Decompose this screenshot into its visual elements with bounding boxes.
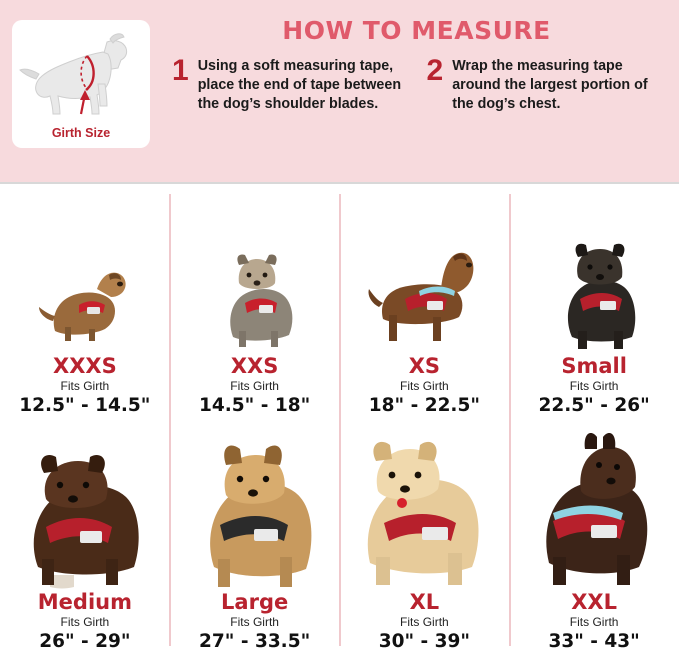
step-number: 2 xyxy=(426,54,444,87)
step-text: Using a soft measuring tape, place the end of tape between the dog’s shoulder blades. xyxy=(197,58,402,112)
girth-range: 18" - 22.5" xyxy=(368,395,480,416)
step-number: 1 xyxy=(172,54,189,87)
size-cell-large xyxy=(170,420,340,656)
measure-step-1 xyxy=(172,54,413,114)
girth-range: 14.5" - 18" xyxy=(199,395,311,416)
pug-photo xyxy=(509,184,679,355)
yorkshire-terrier-photo xyxy=(170,184,340,355)
step-text: Wrap the measuring tape around the largest portion of the dog’s chest. xyxy=(452,58,648,112)
girth-range: 33" - 43" xyxy=(548,631,640,652)
fits-girth-label: Fits Girth xyxy=(400,379,449,393)
size-cell-xl xyxy=(340,420,510,656)
dachshund-puppy-photo xyxy=(0,184,170,355)
girth-range: 27" - 33.5" xyxy=(199,631,311,652)
size-name: XXL xyxy=(571,589,617,614)
fits-girth-label: Fits Girth xyxy=(230,615,279,629)
size-cell-medium xyxy=(0,420,170,656)
size-cell-xs xyxy=(340,184,510,420)
size-name: XXS xyxy=(230,353,279,378)
page-title: HOW TO MEASURE xyxy=(282,16,551,45)
golden-retriever-photo xyxy=(340,420,510,591)
size-cell-small xyxy=(509,184,679,420)
fits-girth-label: Fits Girth xyxy=(230,379,279,393)
doberman-photo xyxy=(509,420,679,591)
fits-girth-label: Fits Girth xyxy=(569,379,619,393)
size-cell-xxs xyxy=(170,184,340,420)
dog-girth-diagram-icon xyxy=(15,26,147,126)
size-name: XL xyxy=(409,589,440,614)
girth-size-label: Girth Size xyxy=(51,126,111,140)
size-name: XXXS xyxy=(53,353,117,378)
size-name: Medium xyxy=(37,589,132,614)
girth-range: 22.5" - 26" xyxy=(538,395,650,416)
girth-diagram-card xyxy=(12,20,150,148)
size-grid-wrap xyxy=(0,184,679,656)
tan-shepherd-photo xyxy=(170,420,340,591)
brown-terrier-photo xyxy=(0,420,170,591)
girth-range: 30" - 39" xyxy=(378,631,471,652)
size-name: Large xyxy=(221,589,289,614)
how-to-measure-header xyxy=(0,0,679,182)
size-cell-xxl xyxy=(509,420,679,656)
measure-step-2 xyxy=(426,54,668,114)
fits-girth-label: Fits Girth xyxy=(60,379,110,393)
girth-range: 12.5" - 14.5" xyxy=(19,395,151,416)
size-grid xyxy=(0,184,679,656)
fits-girth-label: Fits Girth xyxy=(60,615,110,629)
fits-girth-label: Fits Girth xyxy=(400,615,449,629)
dachshund-photo xyxy=(340,184,510,355)
measure-steps xyxy=(166,54,667,114)
size-cell-xxxs xyxy=(0,184,170,420)
size-name: XS xyxy=(408,353,441,378)
size-name: Small xyxy=(561,353,627,378)
fits-girth-label: Fits Girth xyxy=(569,615,619,629)
girth-range: 26" - 29" xyxy=(39,631,131,652)
